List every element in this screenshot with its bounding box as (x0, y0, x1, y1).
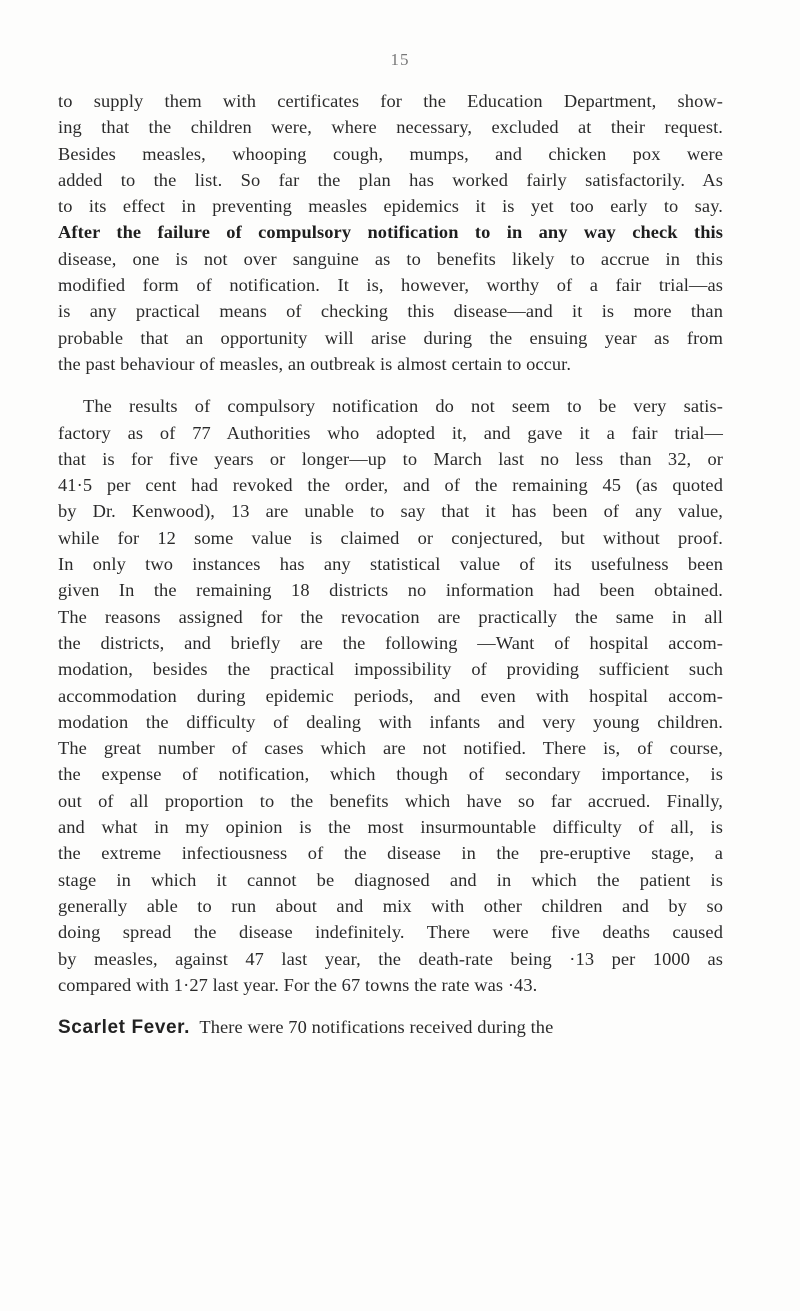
text-line: the extreme infectiousness of the disease in the pre-eruptive stage, a (58, 843, 723, 864)
text-line: that is for five years or longer—up to March last no less than 32, or (58, 448, 723, 469)
page-number: 15 (390, 50, 410, 69)
text-line: After the failure of compulsory notification to in any way check this (58, 222, 723, 243)
text-line: modation the difficulty of dealing with infants and very young children. (58, 711, 723, 732)
text-line: the districts, and briefly are the following —Want of hospital accom- (58, 632, 723, 653)
text-line: compared with 1·27 last year. For the 67 towns the rate was ·43. (58, 974, 538, 995)
text-line: doing spread the disease indefinitely. There were five deaths caused (58, 922, 723, 943)
paragraph-measles-plan (58, 88, 723, 377)
text-line: to supply them with certificates for the Education Department, show- (58, 91, 723, 111)
paragraph-gap (58, 998, 723, 1014)
paragraph-notification-results (58, 393, 723, 998)
text-line: out of all proportion to the benefits which have so far accrued. Finally, (58, 790, 723, 811)
section-start-scarlet-fever (58, 1014, 723, 1040)
text-line: the expense of notification, which though of secondary importance, is (58, 764, 723, 785)
text-line: disease, one is not over sanguine as to benefits likely to accrue in this (58, 248, 723, 269)
text-line: In only two instances has any statistical value of its usefulness been (58, 554, 723, 575)
section-text: There were 70 notifications received during the (199, 1017, 554, 1038)
paragraph-gap (58, 377, 723, 393)
text-line: modified form of notification. It is, however, worthy of a fair trial—as (58, 275, 723, 296)
text-line: Besides measles, whooping cough, mumps, and chicken pox were (58, 143, 723, 164)
text-line: ing that the children were, where necessary, excluded at their request. (58, 117, 723, 138)
text-line: by measles, against 47 last year, the death-rate being ·13 per 1000 as (58, 948, 723, 969)
text-line: 41·5 per cent had revoked the order, and of the remaining 45 (as quoted (58, 475, 723, 496)
text-line: generally able to run about and mix with other children and by so (58, 895, 723, 916)
section-heading: Scarlet Fever. (58, 1017, 190, 1039)
text-line: factory as of 77 Authorities who adopted it, and gave it a fair trial— (58, 422, 723, 443)
text-line: probable that an opportunity will arise during the ensuing year as from (58, 327, 723, 348)
text-line: modation, besides the practical impossibility of providing sufficient such (58, 659, 723, 680)
text-line: added to the list. So far the plan has worked fairly satisfactorily. As (58, 169, 723, 190)
text-line: accommodation during epidemic periods, and even with hospital accom- (58, 685, 723, 706)
text-line: and what in my opinion is the most insurmountable difficulty of all, is (58, 817, 723, 838)
text-line: the past behaviour of measles, an outbreak is almost certain to occur. (58, 353, 572, 374)
text-line: given In the remaining 18 districts no information had been obtained. (58, 580, 723, 601)
text-line: to its effect in preventing measles epidemics it is yet too early to say. (58, 196, 723, 217)
text-line: The reasons assigned for the revocation are practically the same in all (58, 606, 723, 627)
text-line: The great number of cases which are not notified. There is, of course, (58, 738, 723, 759)
body-text (58, 88, 723, 1040)
text-line: by Dr. Kenwood), 13 are unable to say that it has been of any value, (58, 501, 723, 522)
text-line: stage in which it cannot be diagnosed and in which the patient is (58, 869, 723, 890)
text-line: The results of compulsory notification do not seem to be very satis- (83, 396, 723, 417)
text-line: is any practical means of checking this disease—and it is more than (58, 301, 723, 322)
text-line: while for 12 some value is claimed or conjectured, but without proof. (58, 527, 723, 548)
